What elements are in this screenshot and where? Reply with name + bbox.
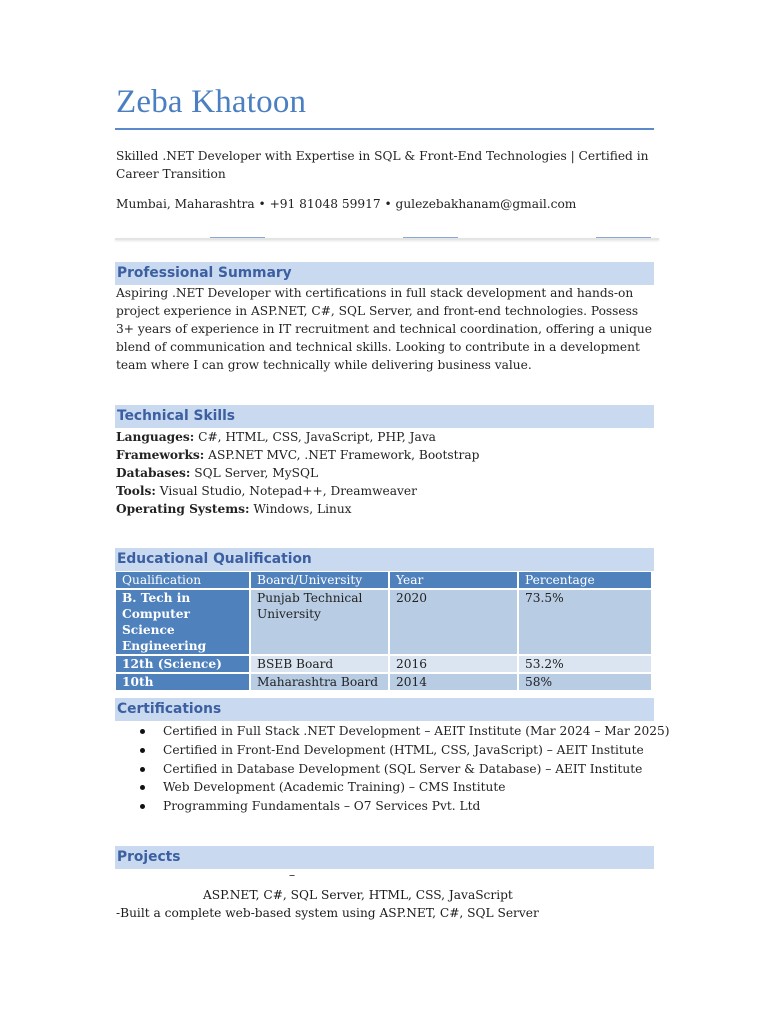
bullet-icon [140, 729, 145, 734]
skill-label: Frameworks: [116, 448, 205, 462]
summary-text: Aspiring .NET Developer with certifications in full stack development and hands-on project experience in ASP.NET, C#, SQL Server, and front-end technologies. Possess 3+ years of experience in IT recruitment and technical coordination, offering a unique blend of communication and technical skills. Looking to contribute in a development team where I can grow technically while delivering business value. [116, 286, 652, 372]
year-cell: 2014 [389, 673, 518, 691]
skill-value: C#, HTML, CSS, JavaScript, PHP, Java [194, 430, 436, 444]
skill-frameworks [116, 446, 656, 464]
table-header-row [116, 572, 652, 589]
column-header: Qualification [116, 572, 250, 589]
column-header: Year [389, 572, 518, 589]
skill-databases [116, 464, 656, 482]
project-description: -Built a complete web-based system using ASP.NET, C#, SQL Server [116, 906, 539, 920]
list-item [160, 760, 670, 779]
skill-value: Windows, Linux [249, 502, 352, 516]
bullet-icon [140, 804, 145, 809]
skill-label: Operating Systems: [116, 502, 250, 516]
certifications-list [160, 722, 670, 816]
education-heading-bar [115, 548, 654, 571]
projects-heading-bar [115, 846, 654, 869]
project-tech-stack: ASP.NET, C#, SQL Server, HTML, CSS, JavaScript [203, 888, 513, 902]
project-title-dash: – [289, 868, 296, 882]
list-item [160, 722, 670, 741]
skill-tools [116, 482, 656, 500]
skill-label: Databases: [116, 466, 191, 480]
certifications-heading: Certifications [117, 701, 222, 717]
skill-value: Visual Studio, Notepad++, Dreamweaver [155, 484, 417, 498]
qualification-cell: 12th (Science) [116, 655, 250, 673]
column-header: Percentage [518, 572, 652, 589]
column-header: Board/University [250, 572, 389, 589]
percentage-cell: 58% [518, 673, 652, 691]
list-item [160, 741, 670, 760]
board-cell: Maharashtra Board [250, 673, 389, 691]
skill-operating-systems [116, 500, 656, 518]
skills-heading: Technical Skills [117, 408, 236, 424]
bullet-icon [140, 748, 145, 753]
education-heading: Educational Qualification [117, 551, 312, 567]
skill-languages [116, 428, 656, 446]
certifications-heading-bar [115, 698, 654, 721]
header-divider [115, 237, 659, 241]
tagline: Skilled .NET Developer with Expertise in SQL & Front-End Technologies | Certified in Career Transition [116, 149, 649, 181]
name-underline [115, 128, 654, 130]
percentage-cell: 73.5% [518, 589, 652, 655]
table-row [116, 655, 652, 673]
table-row [116, 589, 652, 655]
summary-heading-bar [115, 262, 654, 285]
board-cell: BSEB Board [250, 655, 389, 673]
summary-heading: Professional Summary [117, 265, 292, 281]
table-row [116, 673, 652, 691]
certification-text: Web Development (Academic Training) – CMS Institute [163, 780, 506, 795]
skills-list [116, 428, 656, 518]
skill-label: Languages: [116, 430, 195, 444]
list-item [160, 797, 670, 816]
education-table [116, 572, 653, 692]
percentage-cell: 53.2% [518, 655, 652, 673]
bullet-icon [140, 785, 145, 790]
qualification-cell: B. Tech in Computer Science Engineering [116, 589, 250, 655]
bullet-icon [140, 767, 145, 772]
skill-value: ASP.NET MVC, .NET Framework, Bootstrap [204, 448, 480, 462]
board-cell: Punjab Technical University [250, 589, 389, 655]
certification-text: Certified in Database Development (SQL Server & Database) – AEIT Institute [163, 761, 643, 776]
candidate-name: Zeba Khatoon [116, 84, 307, 120]
qualification-cell: 10th [116, 673, 250, 691]
year-cell: 2016 [389, 655, 518, 673]
certification-text: Certified in Full Stack .NET Development – AEIT Institute (Mar 2024 – Mar 2025) [163, 724, 670, 738]
skill-label: Tools: [116, 484, 156, 498]
skills-heading-bar [115, 405, 654, 428]
contact-line: Mumbai, Maharashtra • +91 81048 59917 • gulezebakhanam@gmail.com [116, 197, 577, 211]
year-cell: 2020 [389, 589, 518, 655]
certification-text: Programming Fundamentals – O7 Services Pvt. Ltd [163, 799, 481, 814]
projects-heading: Projects [117, 849, 181, 865]
certification-text: Certified in Front-End Development (HTML, CSS, JavaScript) – AEIT Institute [163, 742, 644, 757]
list-item [160, 778, 670, 797]
skill-value: SQL Server, MySQL [190, 466, 319, 480]
